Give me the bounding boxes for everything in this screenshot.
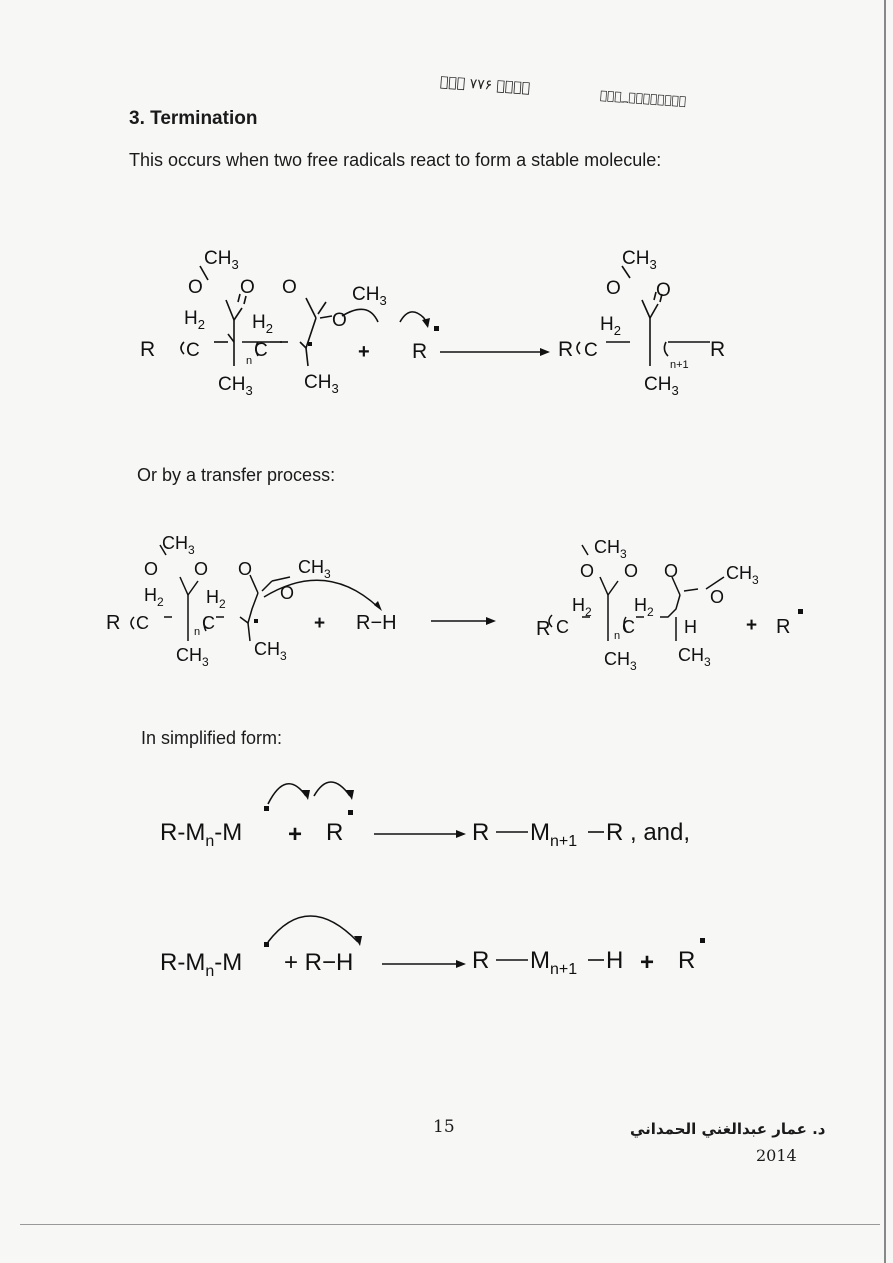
n-transfer-2: n (614, 630, 621, 642)
handwritten-scribble: ؁ؔؔ؁؁ؔ؁ؔؔؔ؁ؔ (599, 88, 687, 108)
eq2-plus-rh: + R−H (284, 949, 354, 976)
ch3-transfer-1: $CH_3$ (162, 533, 195, 557)
repeat-n-plus-1: n+1 (670, 359, 689, 371)
ester-o-1: O (188, 277, 203, 298)
ester-o-product: O (606, 278, 621, 299)
o-transfer-5: O (580, 561, 595, 581)
ch3-top-product: $CH_3$ (622, 248, 657, 272)
eq1-reactant: $R-M_n-M$ (160, 819, 243, 850)
rh-reagent: R−H (356, 612, 397, 634)
eq2-product-h: H (606, 947, 624, 974)
h2-mid: $H_2$ (252, 312, 273, 336)
c-transfer-1: C (136, 613, 149, 633)
ch3-transfer-6: $CH_3$ (726, 563, 759, 587)
termination-scheme-transfer (106, 525, 806, 675)
r-radical-transfer: R (776, 616, 791, 638)
ch3-transfer-2: $CH_3$ (298, 557, 331, 581)
plus-sign-1: + (358, 341, 370, 363)
h2-left: $H_2$ (184, 308, 205, 332)
plus-transfer-1: + (314, 613, 326, 634)
carbon-2: C (254, 340, 268, 361)
eq2-product-m: $M_{n+1}$ (530, 947, 578, 978)
year: 2014 (756, 1146, 797, 1165)
ch3-transfer-4: $CH_3$ (254, 639, 287, 663)
eq2-product-r: R (472, 947, 490, 974)
r-transfer-product: R (536, 618, 551, 640)
c-transfer-4: C (622, 617, 635, 637)
repeat-n: n (246, 355, 253, 367)
c-transfer-2: C (202, 613, 215, 633)
page-number: 15 (433, 1117, 455, 1137)
ch3-transfer-5: $CH_3$ (594, 537, 627, 561)
r-group-left: R (140, 338, 156, 361)
n-transfer-1: n (194, 626, 201, 638)
r-radical: R (412, 340, 428, 363)
eq1-product-m: $M_{n+1}$ (530, 819, 578, 850)
eq2-radical: R (678, 947, 696, 974)
o-transfer-3: O (238, 559, 253, 579)
ch3-bottom-product: $CH_3$ (644, 374, 679, 398)
transfer-scheme-svg (106, 525, 806, 675)
h2-transfer-3: $H_2$ (572, 595, 592, 619)
ch3-transfer-8: $CH_3$ (678, 645, 711, 669)
intro-paragraph: This occurs when two free radicals react to form a stable molecule: (129, 150, 662, 170)
o-transfer-4: O (280, 583, 295, 603)
simplified-label: In simplified form: (141, 728, 283, 748)
eq1-product-r: R (472, 819, 490, 846)
ch3-transfer-3: $CH_3$ (176, 645, 209, 669)
termination-scheme-combination (130, 238, 750, 403)
author-name: د. عمار عبدالغني الحمداني (630, 1120, 826, 1138)
ch3-transfer-7: $CH_3$ (604, 649, 637, 673)
carbonyl-o-2: O (282, 277, 297, 298)
o-transfer-1: O (144, 559, 159, 579)
c-transfer-3: C (556, 617, 569, 637)
r-transfer-left: R (106, 612, 121, 634)
ch3-top-mid: $CH_3$ (352, 284, 387, 308)
o-transfer-8: O (710, 587, 725, 607)
transfer-label: Or by a transfer process: (137, 465, 336, 485)
eq2-reactant: $R-M_n-M$ (160, 949, 243, 980)
eq1-plus: + (288, 821, 303, 848)
plus-transfer-2: + (746, 615, 758, 636)
carbonyl-o-1: O (240, 277, 255, 298)
r-group-product-right: R (710, 338, 726, 361)
simplified-equations-svg (160, 770, 720, 980)
bottom-edge-line (20, 1224, 880, 1225)
carbon-product: C (584, 340, 598, 361)
o-transfer-6: O (624, 561, 639, 581)
h2-transfer-2: $H_2$ (206, 587, 226, 611)
eq1-radical: R (326, 819, 344, 846)
o-transfer-2: O (194, 559, 209, 579)
ester-o-2: O (332, 310, 347, 331)
h2-transfer-4: $H_2$ (634, 595, 654, 619)
ch3-bottom-1: $CH_3$ (218, 374, 253, 398)
eq2-plus: + (640, 949, 655, 976)
carbonyl-o-product: O (656, 280, 671, 301)
handwritten-note: ہؔ؁ؔ ۷۷۶ ؁ؔؔ (439, 74, 531, 97)
ch3-bottom-2: $CH_3$ (304, 372, 339, 396)
combination-scheme-svg (130, 238, 750, 403)
carbon-1: C (186, 340, 200, 361)
h2-product: $H_2$ (600, 314, 621, 338)
ch3-top-left: $CH_3$ (204, 248, 239, 272)
simplified-equations (160, 770, 720, 980)
h-transfer-product: H (684, 617, 697, 637)
o-transfer-7: O (664, 561, 679, 581)
right-edge-line (884, 0, 886, 1263)
r-group-product-left: R (558, 338, 574, 361)
section-title: 3. Termination (129, 108, 258, 129)
h2-transfer-1: $H_2$ (144, 585, 164, 609)
eq1-product-end: R , and, (606, 819, 691, 846)
